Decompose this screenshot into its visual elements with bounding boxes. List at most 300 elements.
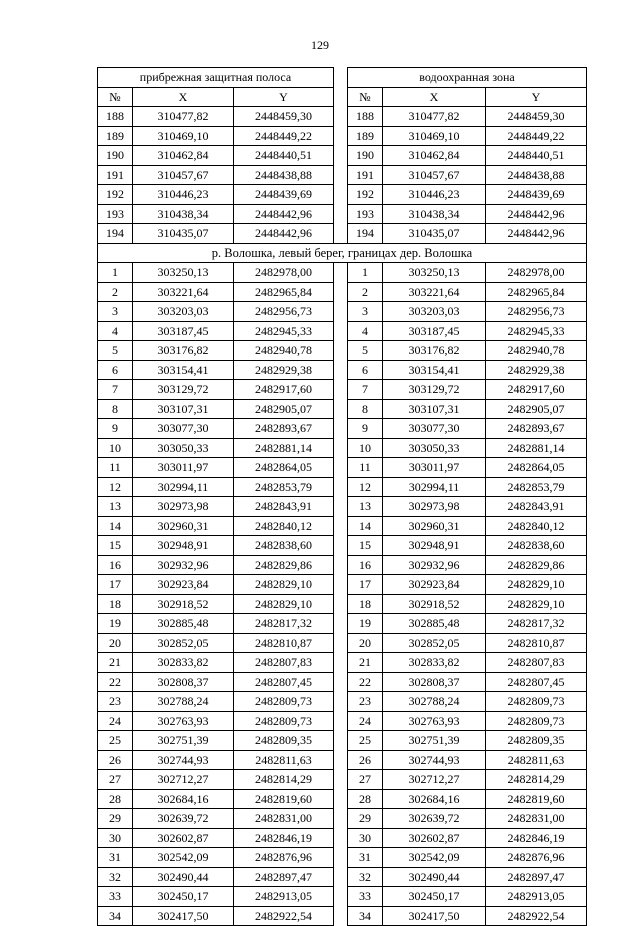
point-number: 2 [348,282,383,302]
coord-x: 310446,23 [133,185,234,205]
coord-y: 2482807,83 [234,653,334,673]
table-row [98,146,587,166]
page-number: 129 [311,38,329,52]
coord-x: 302994,11 [383,477,486,497]
column-gap [334,68,348,88]
point-number: 25 [98,731,133,751]
column-gap [334,848,348,868]
point-number: 20 [98,633,133,653]
coord-y: 2482876,96 [234,848,334,868]
coord-x: 303176,82 [133,341,234,361]
column-gap [334,360,348,380]
point-number: 22 [348,672,383,692]
point-number: 194 [98,224,133,244]
coord-y: 2482809,73 [486,711,587,731]
point-number: 27 [98,770,133,790]
table-row [98,399,587,419]
table-row [98,419,587,439]
point-number: 191 [98,165,133,185]
column-gap [334,828,348,848]
table-row [98,438,587,458]
group-header-shore-strip: прибрежная защитная полоса [98,68,334,88]
point-number: 190 [348,146,383,166]
point-number: 7 [348,380,383,400]
coord-y: 2448442,96 [486,204,587,224]
column-gap [334,555,348,575]
coord-x: 302712,27 [383,770,486,790]
coord-x: 302744,93 [133,750,234,770]
point-number: 193 [348,204,383,224]
point-number: 33 [348,887,383,907]
coord-y: 2482807,83 [486,653,587,673]
point-number: 8 [98,399,133,419]
point-number: 15 [348,536,383,556]
coord-x: 302918,52 [133,594,234,614]
coord-x: 302885,48 [133,614,234,634]
point-number: 11 [98,458,133,478]
table-row [98,594,587,614]
table-row [98,614,587,634]
coord-x: 302684,16 [133,789,234,809]
column-gap [334,126,348,146]
column-header-number: № [98,87,133,107]
coord-x: 303011,97 [383,458,486,478]
coord-x: 302744,93 [383,750,486,770]
coord-y: 2448439,69 [486,185,587,205]
point-number: 17 [348,575,383,595]
column-gap [334,711,348,731]
coord-x: 303077,30 [383,419,486,439]
coord-y: 2482817,32 [486,614,587,634]
table-row [98,672,587,692]
coord-y: 2482864,05 [234,458,334,478]
point-number: 34 [98,906,133,926]
coord-y: 2482922,54 [234,906,334,926]
coord-x: 302885,48 [383,614,486,634]
coord-x: 310469,10 [383,126,486,146]
coord-y: 2482917,60 [234,380,334,400]
coord-x: 310435,07 [133,224,234,244]
coord-x: 303203,03 [133,302,234,322]
column-gap [334,575,348,595]
coord-x: 302763,93 [133,711,234,731]
table-row [98,282,587,302]
coord-y: 2482965,84 [234,282,334,302]
point-number: 32 [98,867,133,887]
point-number: 192 [98,185,133,205]
point-number: 18 [98,594,133,614]
point-number: 23 [348,692,383,712]
column-gap [334,536,348,556]
column-gap [334,146,348,166]
column-header-y: Y [486,87,587,107]
column-gap [334,185,348,205]
table-row [98,516,587,536]
coord-y: 2482809,73 [486,692,587,712]
point-number: 24 [98,711,133,731]
column-gap [334,809,348,829]
coord-x: 310457,67 [133,165,234,185]
point-number: 18 [348,594,383,614]
column-gap [334,770,348,790]
column-gap [334,594,348,614]
point-number: 14 [348,516,383,536]
coord-x: 302994,11 [133,477,234,497]
table-row [98,165,587,185]
point-number: 32 [348,867,383,887]
table-row [98,360,587,380]
point-number: 13 [348,497,383,517]
coord-x: 302960,31 [383,516,486,536]
coord-y: 2482838,60 [234,536,334,556]
coord-y: 2482853,79 [234,477,334,497]
table-row [98,711,587,731]
point-number: 12 [98,477,133,497]
table-row [98,750,587,770]
coord-y: 2482881,14 [486,438,587,458]
point-number: 1 [98,263,133,283]
coord-x: 303203,03 [383,302,486,322]
table-row [98,653,587,673]
section-title: р. Волошка, левый берег, границах дер. Волошка [98,243,587,263]
coord-x: 303187,45 [383,321,486,341]
coord-y: 2482881,14 [234,438,334,458]
coord-y: 2482809,73 [234,711,334,731]
column-header-y: Y [234,87,334,107]
coord-y: 2448439,69 [234,185,334,205]
point-number: 34 [348,906,383,926]
coord-y: 2482809,35 [234,731,334,751]
point-number: 3 [348,302,383,322]
point-number: 188 [348,107,383,127]
point-number: 31 [98,848,133,868]
coord-y: 2482917,60 [486,380,587,400]
coord-x: 302542,09 [383,848,486,868]
column-gap [334,263,348,283]
coord-x: 303050,33 [383,438,486,458]
coord-x: 302639,72 [133,809,234,829]
coord-x: 302973,98 [133,497,234,517]
point-number: 33 [98,887,133,907]
column-gap [334,731,348,751]
column-gap [334,107,348,127]
coord-x: 303107,31 [133,399,234,419]
coord-y: 2482814,29 [234,770,334,790]
column-gap [334,750,348,770]
coord-y: 2482829,86 [486,555,587,575]
coord-y: 2482893,67 [486,419,587,439]
coord-y: 2448440,51 [486,146,587,166]
point-number: 20 [348,633,383,653]
column-gap [334,497,348,517]
table-row [98,906,587,926]
coord-x: 302808,37 [383,672,486,692]
point-number: 188 [98,107,133,127]
table-row [98,107,587,127]
coord-y: 2482913,05 [486,887,587,907]
coord-y: 2482831,00 [234,809,334,829]
column-gap [334,516,348,536]
coord-y: 2482897,47 [486,867,587,887]
point-number: 15 [98,536,133,556]
coord-x: 302833,82 [383,653,486,673]
point-number: 21 [98,653,133,673]
coord-y: 2482831,00 [486,809,587,829]
point-number: 24 [348,711,383,731]
coord-x: 302490,44 [133,867,234,887]
point-number: 5 [348,341,383,361]
coord-y: 2482810,87 [234,633,334,653]
coord-x: 302417,50 [133,906,234,926]
point-number: 1 [348,263,383,283]
section-row [98,243,587,263]
coord-y: 2482817,32 [234,614,334,634]
table-row [98,633,587,653]
coord-y: 2482905,07 [486,399,587,419]
column-header-x: X [133,87,234,107]
coord-x: 310462,84 [383,146,486,166]
table-row [98,789,587,809]
table-row [98,185,587,205]
column-gap [334,789,348,809]
column-gap [334,204,348,224]
coord-y: 2482956,73 [486,302,587,322]
coord-x: 303250,13 [383,263,486,283]
coord-y: 2482838,60 [486,536,587,556]
column-header-number: № [348,87,383,107]
table-row [98,770,587,790]
column-gap [334,380,348,400]
coord-x: 302932,96 [133,555,234,575]
table-row [98,321,587,341]
point-number: 23 [98,692,133,712]
coord-x: 302923,84 [383,575,486,595]
coord-y: 2482809,35 [486,731,587,751]
point-number: 9 [98,419,133,439]
column-gap [334,282,348,302]
coord-x: 303221,64 [133,282,234,302]
coord-y: 2482807,45 [234,672,334,692]
point-number: 27 [348,770,383,790]
coord-y: 2448438,88 [486,165,587,185]
point-number: 29 [348,809,383,829]
group-header-water-zone: водоохранная зона [348,68,587,88]
coord-x: 302763,93 [383,711,486,731]
coord-x: 302542,09 [133,848,234,868]
table-row [98,497,587,517]
coord-x: 303077,30 [133,419,234,439]
coord-x: 302923,84 [133,575,234,595]
point-number: 190 [98,146,133,166]
table-row [98,302,587,322]
coord-x: 310438,34 [133,204,234,224]
coord-y: 2482853,79 [486,477,587,497]
coord-x: 310477,82 [383,107,486,127]
point-number: 16 [348,555,383,575]
table-row [98,828,587,848]
table-row [98,458,587,478]
coord-y: 2482965,84 [486,282,587,302]
group-header-row [98,68,587,88]
coord-x: 302852,05 [133,633,234,653]
point-number: 12 [348,477,383,497]
coord-y: 2448459,30 [486,107,587,127]
coord-y: 2482814,29 [486,770,587,790]
table-row [98,126,587,146]
coord-x: 302948,91 [133,536,234,556]
coord-y: 2448440,51 [234,146,334,166]
coord-y: 2482829,10 [234,594,334,614]
point-number: 16 [98,555,133,575]
column-gap [334,419,348,439]
coord-x: 302417,50 [383,906,486,926]
coord-y: 2448442,96 [486,224,587,244]
coord-x: 302960,31 [133,516,234,536]
point-number: 193 [98,204,133,224]
point-number: 189 [98,126,133,146]
column-gap [334,633,348,653]
point-number: 25 [348,731,383,751]
coord-y: 2482864,05 [486,458,587,478]
coord-y: 2482819,60 [234,789,334,809]
coord-x: 302684,16 [383,789,486,809]
point-number: 10 [98,438,133,458]
column-gap [334,302,348,322]
table-row [98,380,587,400]
coord-x: 310435,07 [383,224,486,244]
coord-y: 2482810,87 [486,633,587,653]
column-header-x: X [383,87,486,107]
coord-x: 302932,96 [383,555,486,575]
column-gap [334,165,348,185]
coord-y: 2482922,54 [486,906,587,926]
coord-y: 2482811,63 [234,750,334,770]
coord-y: 2482807,45 [486,672,587,692]
column-gap [334,867,348,887]
coord-y: 2482940,78 [234,341,334,361]
coord-y: 2448442,96 [234,204,334,224]
table-row [98,477,587,497]
coord-y: 2448449,22 [234,126,334,146]
point-number: 191 [348,165,383,185]
coord-y: 2482829,86 [234,555,334,575]
coord-x: 302602,87 [383,828,486,848]
coord-y: 2482876,96 [486,848,587,868]
coord-x: 303221,64 [383,282,486,302]
point-number: 4 [98,321,133,341]
coord-x: 310469,10 [133,126,234,146]
coord-x: 303154,41 [133,360,234,380]
table-row [98,809,587,829]
point-number: 9 [348,419,383,439]
point-number: 26 [98,750,133,770]
point-number: 4 [348,321,383,341]
coord-y: 2482945,33 [486,321,587,341]
point-number: 11 [348,458,383,478]
point-number: 6 [98,360,133,380]
coord-y: 2482846,19 [486,828,587,848]
coord-x: 303187,45 [133,321,234,341]
coord-x: 302751,39 [133,731,234,751]
point-number: 7 [98,380,133,400]
coord-x: 302852,05 [383,633,486,653]
coord-x: 302602,87 [133,828,234,848]
column-gap [334,477,348,497]
table-row [98,848,587,868]
coord-x: 302948,91 [383,536,486,556]
coord-x: 302973,98 [383,497,486,517]
table-row [98,224,587,244]
coord-y: 2482840,12 [486,516,587,536]
coord-y: 2482913,05 [234,887,334,907]
coord-x: 310446,23 [383,185,486,205]
coord-x: 303050,33 [133,438,234,458]
coord-y: 2482829,10 [486,575,587,595]
column-gap [334,692,348,712]
table-row [98,887,587,907]
coord-y: 2482929,38 [234,360,334,380]
column-header-row [98,87,587,107]
point-number: 13 [98,497,133,517]
table-row [98,341,587,361]
coord-x: 302450,17 [133,887,234,907]
coord-x: 310477,82 [133,107,234,127]
coord-y: 2482809,73 [234,692,334,712]
coord-y: 2482978,00 [486,263,587,283]
coord-x: 303129,72 [133,380,234,400]
point-number: 6 [348,360,383,380]
coord-x: 302639,72 [383,809,486,829]
column-gap [334,341,348,361]
coord-y: 2482940,78 [486,341,587,361]
coord-y: 2482956,73 [234,302,334,322]
point-number: 22 [98,672,133,692]
column-gap [334,399,348,419]
point-number: 3 [98,302,133,322]
coord-x: 310462,84 [133,146,234,166]
coord-y: 2482929,38 [486,360,587,380]
point-number: 2 [98,282,133,302]
coord-x: 302788,24 [383,692,486,712]
table-row [98,867,587,887]
coord-x: 302450,17 [383,887,486,907]
column-gap [334,87,348,107]
coord-x: 302918,52 [383,594,486,614]
coord-y: 2482978,00 [234,263,334,283]
coord-x: 302712,27 [133,770,234,790]
point-number: 189 [348,126,383,146]
point-number: 30 [98,828,133,848]
coord-y: 2482829,10 [234,575,334,595]
column-gap [334,438,348,458]
point-number: 19 [348,614,383,634]
table-row [98,204,587,224]
column-gap [334,906,348,926]
point-number: 26 [348,750,383,770]
column-gap [334,653,348,673]
coord-y: 2482846,19 [234,828,334,848]
table-row [98,555,587,575]
coord-x: 302788,24 [133,692,234,712]
point-number: 28 [98,789,133,809]
coord-y: 2482945,33 [234,321,334,341]
point-number: 29 [98,809,133,829]
coord-x: 310457,67 [383,165,486,185]
coord-x: 302833,82 [133,653,234,673]
column-gap [334,458,348,478]
coord-x: 302751,39 [383,731,486,751]
point-number: 19 [98,614,133,634]
